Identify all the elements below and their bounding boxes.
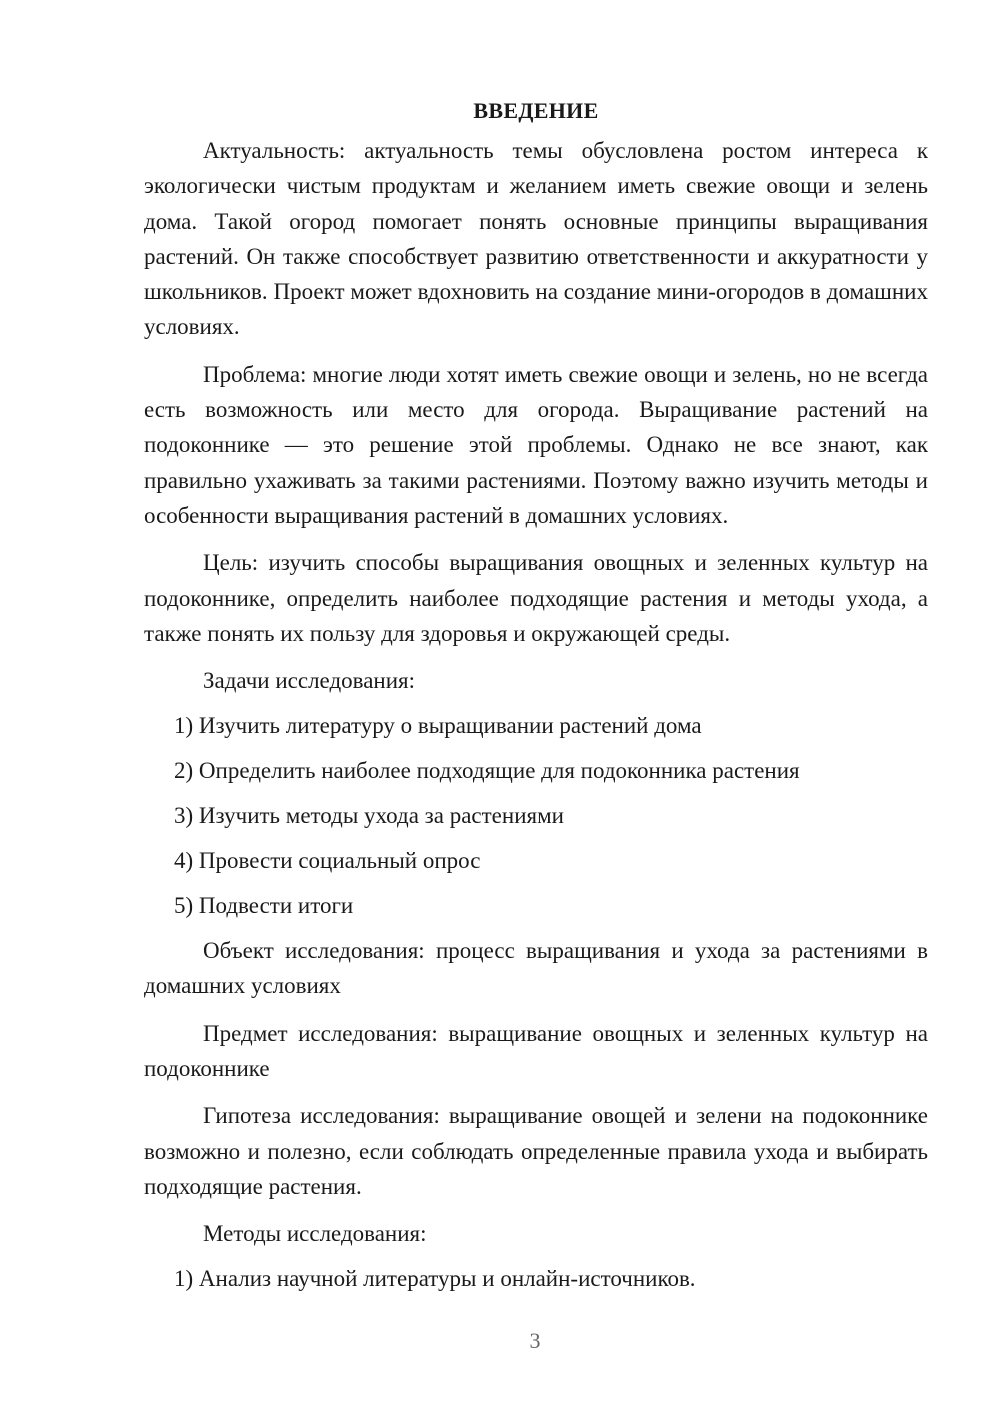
task-item: 5) Подвести итоги [174,893,354,919]
relevance-paragraph: Актуальность: актуальность темы обусловлена ростом интереса к экологически чистым продуктам и желанием иметь свежие овощи и зелень дома. Такой огород помогает понять основные принципы выращивания растений. Он также способствует развитию ответственности и аккуратности у школьников. Проект может вдохновить на создание мини-огородов в домашних условиях. [144,138,928,340]
object-paragraph: Объект исследования: процесс выращивания и ухода за растениями в домашних условиях [144,938,928,999]
task-item: 4) Провести социальный опрос [174,848,481,874]
task-item: 2) Определить наиболее подходящие для подоконника растения [174,758,800,784]
task-item: 1) Изучить литературу о выращивании растений дома [174,713,702,739]
task-item: 3) Изучить методы ухода за растениями [174,803,564,829]
page-content [144,93,928,1306]
method-item: 1) Анализ научной литературы и онлайн-источников. [174,1266,696,1292]
methods-list [144,1261,928,1296]
goal-paragraph: Цель: изучить способы выращивания овощных и зеленных культур на подоконнике, определить наиболее подходящие растения и методы ухода, а также понять их пользу для здоровья и окружающей среды. [144,550,928,646]
problem-paragraph: Проблема: многие люди хотят иметь свежие овощи и зелень, но не всегда есть возможность или место для огорода. Выращивание растений на подоконнике — это решение этой проблемы. Однако не все знают, как правильно ухаживать за такими растениями. Поэтому важно изучить методы и особенности выращивания растений в домашних условиях. [144,361,928,528]
page-number: 3 [529,1328,541,1353]
subject-paragraph: Предмет исследования: выращивание овощных и зеленных культур на подоконнике [144,1020,928,1082]
tasks-list [144,708,928,923]
hypothesis-paragraph: Гипотеза исследования: выращивание овощей и зелени на подоконнике возможно и полезно, если соблюдать определенные правила ухода и выбирать подходящие растения. [144,1103,928,1199]
page-heading: ВВЕДЕНИЕ [473,98,599,123]
tasks-label: Задачи исследования: [203,668,416,694]
methods-label: Методы исследования: [203,1221,427,1247]
